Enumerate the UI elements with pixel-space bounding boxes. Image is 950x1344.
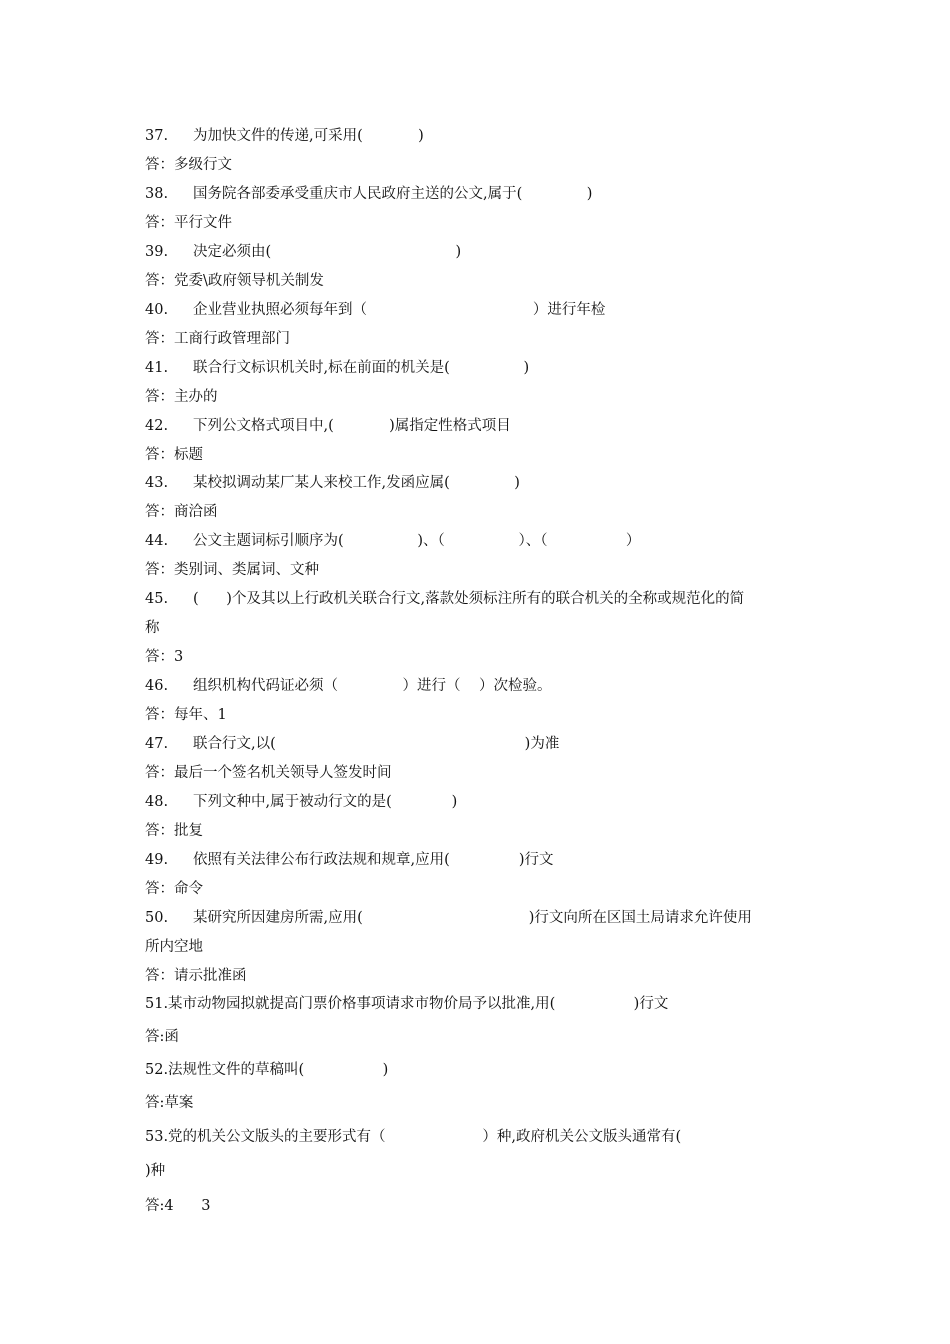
answer-line: 答：主办的: [145, 389, 218, 405]
question-line: [145, 184, 592, 204]
question-line: [145, 473, 520, 493]
answer-line: 答：类别词、类属词、文种: [145, 562, 319, 578]
question-line: [145, 126, 424, 146]
answer-line: 答：党委\政府领导机关制发: [145, 273, 324, 289]
answer-line: 答:草案: [145, 1095, 194, 1111]
question-line: [145, 908, 752, 928]
question-text: 联合行文,以( )为准: [193, 736, 560, 752]
question-line: [145, 734, 559, 754]
question-number: 45.: [145, 591, 169, 607]
answer-line: 答：标题: [145, 447, 203, 463]
question-line: [145, 676, 551, 696]
answer-line: 答：工商行政管理部门: [145, 331, 290, 347]
answer-line: 答:函: [145, 1029, 179, 1045]
question-number: 42.: [145, 418, 169, 434]
question-text: 某校拟调动某厂某人来校工作,发函应属( ): [193, 475, 520, 491]
answer-line: 答：请示批准函: [145, 968, 247, 984]
answer-line: 答：多级行文: [145, 157, 232, 173]
question-number: 39.: [145, 244, 169, 260]
question-line: 53.党的机关公文版头的主要形式有（ ）种,政府机关公文版头通常有(: [145, 1129, 682, 1145]
question-line: [145, 300, 605, 320]
question-number: 41.: [145, 360, 169, 376]
question-line: [145, 242, 461, 262]
question-number: 44.: [145, 533, 169, 549]
question-line: [145, 589, 744, 609]
answer-line: 答：商洽函: [145, 504, 218, 520]
question-text: ( )个及其以上行政机关联合行文,落款处须标注所有的联合机关的全称或规范化的简: [193, 591, 745, 607]
question-number: 38.: [145, 186, 169, 202]
question-number: 47.: [145, 736, 169, 752]
question-line: [145, 416, 511, 436]
question-text: 企业营业执照必须每年到（ ）进行年检: [193, 302, 606, 318]
answer-line: 答：最后一个签名机关领导人签发时间: [145, 765, 392, 781]
question-text: 联合行文标识机关时,标在前面的机关是( ): [193, 360, 530, 376]
question-number: 43.: [145, 475, 169, 491]
answer-line: 答:4 3: [145, 1198, 211, 1214]
answer-line: 答：命令: [145, 881, 203, 897]
question-continuation: )种: [145, 1163, 166, 1179]
question-text: 决定必须由( ): [193, 244, 462, 260]
question-line: [145, 792, 457, 812]
question-text: 某研究所因建房所需,应用( )行文向所在区国土局请求允许使用: [193, 910, 752, 926]
question-text: 国务院各部委承受重庆市人民政府主送的公文,属于( ): [193, 186, 593, 202]
question-number: 50.: [145, 910, 169, 926]
answer-line: 答：平行文件: [145, 215, 232, 231]
question-number: 48.: [145, 794, 169, 810]
answer-line: 答：3: [145, 649, 184, 665]
question-number: 46.: [145, 678, 169, 694]
question-text: 下列文种中,属于被动行文的是( ): [193, 794, 458, 810]
question-text: 为加快文件的传递,可采用( ): [193, 128, 424, 144]
question-line: 52.法规性文件的草稿叫( ): [145, 1062, 389, 1078]
question-number: 40.: [145, 302, 169, 318]
question-text: 下列公文格式项目中,( )属指定性格式项目: [193, 418, 511, 434]
question-line: [145, 358, 529, 378]
question-number: 37.: [145, 128, 169, 144]
answer-line: 答：批复: [145, 823, 203, 839]
question-text: 组织机构代码证必须（ ）进行（ ）次检验。: [193, 678, 552, 694]
question-text: 公文主题词标引顺序为( )、（ ）、（ ）: [193, 533, 641, 549]
question-line: 51.某市动物园拟就提高门票价格事项请求市物价局予以批准,用( )行文: [145, 996, 669, 1012]
question-continuation: 称: [145, 620, 160, 636]
question-line: [145, 531, 640, 551]
question-text: 依照有关法律公布行政法规和规章,应用( )行文: [193, 852, 554, 868]
question-line: [145, 850, 554, 870]
answer-line: 答：每年、1: [145, 707, 227, 723]
question-number: 49.: [145, 852, 169, 868]
question-continuation: 所内空地: [145, 939, 203, 955]
